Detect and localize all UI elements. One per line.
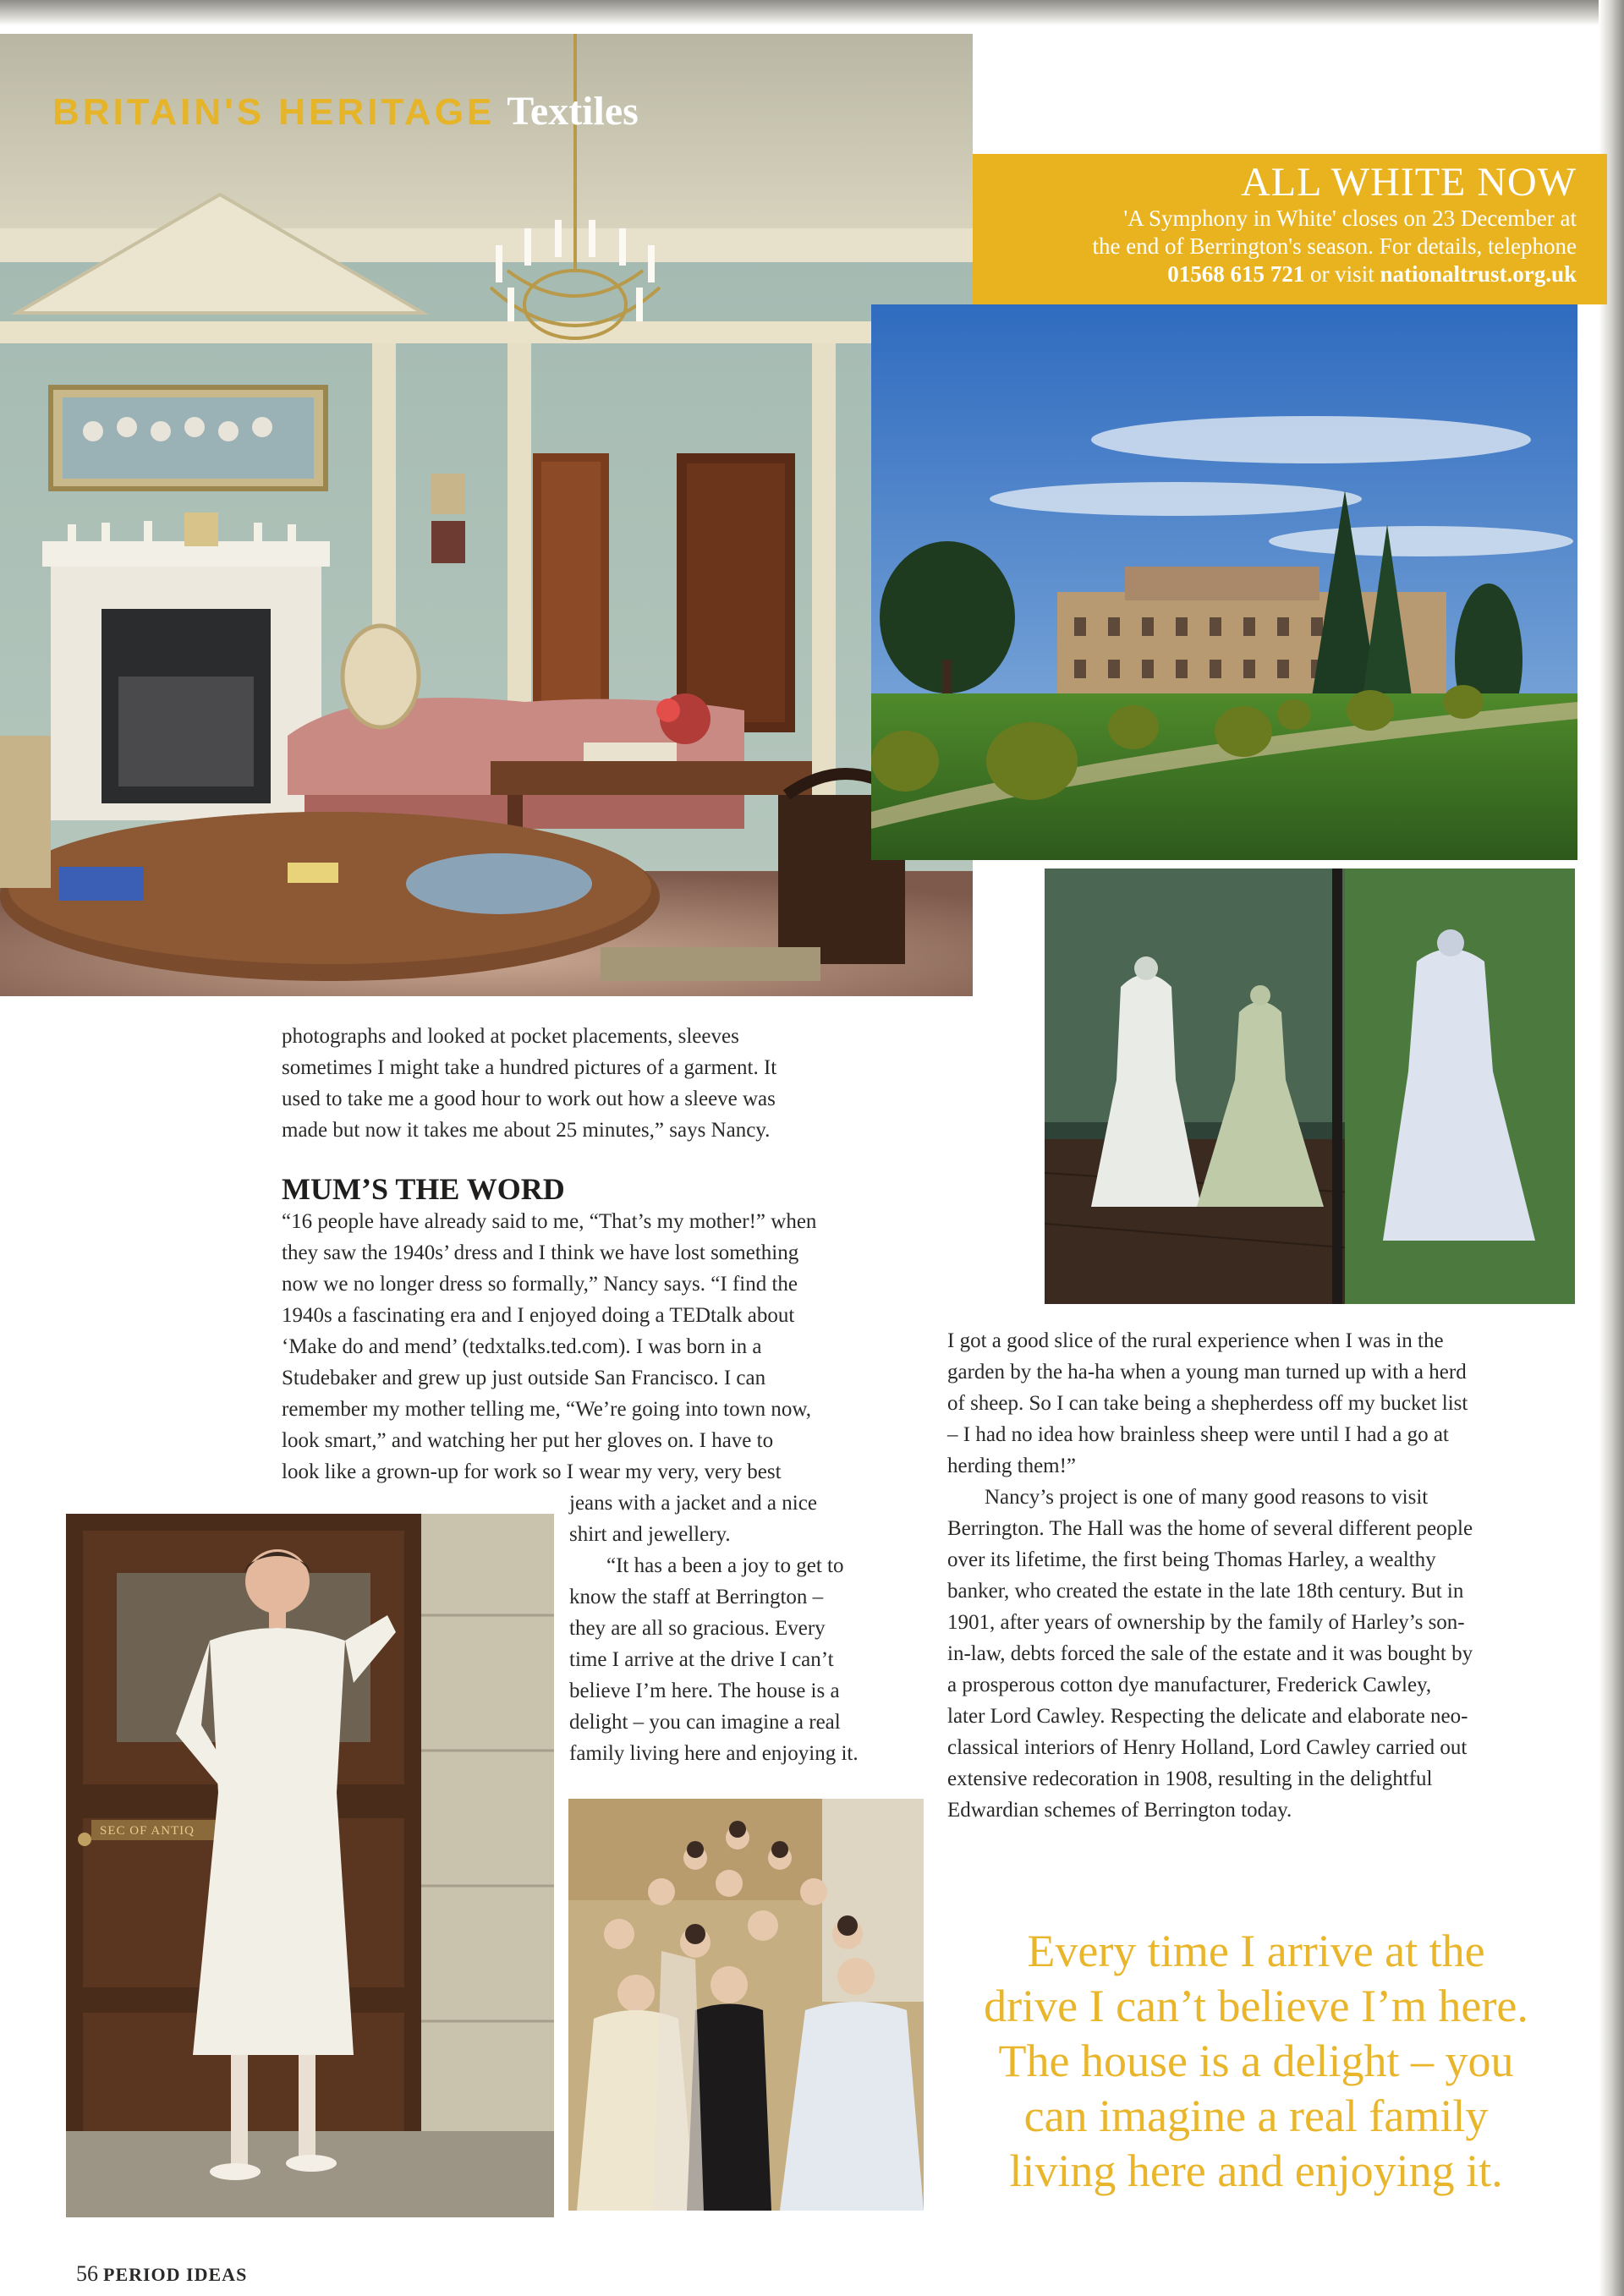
pull-quote-line: drive I can’t believe I’m here. xyxy=(984,1981,1528,2031)
nancy-illustration xyxy=(66,1514,554,2217)
body-line: time I arrive at the drive I can’t xyxy=(569,1648,834,1671)
body-line: 1901, after years of ownership by the family of Harley’s son- xyxy=(947,1611,1465,1634)
pull-quote-line: living here and enjoying it. xyxy=(1009,2145,1503,2196)
body-line: later Lord Cawley. Respecting the delicate and elaborate neo- xyxy=(947,1705,1468,1728)
page-top-edge xyxy=(0,0,1624,25)
info-box xyxy=(973,154,1607,304)
body-line: they are all so gracious. Every xyxy=(569,1617,826,1640)
body-line: herding them!” xyxy=(947,1455,1077,1477)
body-line: now we no longer dress so formally,” Nancy says. “I find the xyxy=(282,1273,798,1296)
subheading: MUM’S THE WORD xyxy=(282,1172,565,1206)
page-spine-shadow xyxy=(1599,0,1624,2296)
body-line: over its lifetime, the first being Thomas Harley, a wealthy xyxy=(947,1548,1436,1571)
photo-dress-mannequins xyxy=(1045,869,1575,1304)
info-box-title: ALL WHITE NOW xyxy=(1241,160,1577,205)
body-line: believe I’m here. The house is a xyxy=(569,1680,840,1702)
body-line: remember my mother telling me, “We’re going into town now, xyxy=(282,1398,812,1421)
body-line: a prosperous cotton dye manufacturer, Frederick Cawley, xyxy=(947,1674,1432,1696)
body-line: shirt and jewellery. xyxy=(569,1523,731,1546)
body-line: look like a grown-up for work so I wear my very, very best xyxy=(282,1460,782,1483)
body-line: made but now it takes me about 25 minutes,” says Nancy. xyxy=(282,1119,771,1142)
pull-quote-line: can imagine a real family xyxy=(1023,2091,1489,2141)
info-box-contact xyxy=(973,260,1577,288)
body-line: in-law, debts forced the sale of the estate and it was bought by xyxy=(947,1642,1473,1665)
info-website-link[interactable]: nationaltrust.org.uk xyxy=(1380,261,1577,287)
pull-quote xyxy=(947,1924,1565,2199)
info-box-line: the end of Berrington's season. For details, telephone xyxy=(1092,233,1577,259)
body-line: used to take me a good hour to work out how a sleeve was xyxy=(282,1088,776,1110)
body-line: 1940s a fascinating era and I enjoyed doing a TEDtalk about xyxy=(282,1304,795,1327)
dresses-illustration xyxy=(1045,869,1575,1304)
pull-quote-line: The house is a delight – you xyxy=(998,2036,1514,2086)
body-line: of sheep. So I can take being a shepherdess off my bucket list xyxy=(947,1392,1468,1415)
body-line: banker, who created the estate in the late 18th century. But in xyxy=(947,1580,1464,1603)
body-line: extensive redecoration in 1908, resulting in the delightful xyxy=(947,1767,1433,1790)
magazine-brand: PERIOD IDEAS xyxy=(103,2264,248,2285)
pull-quote-line: Every time I arrive at the xyxy=(1027,1926,1485,1976)
body-line: sometimes I might take a hundred pictures of a garment. It xyxy=(282,1056,777,1079)
article-section-1 xyxy=(282,1206,924,1488)
photo-nancy-1940s-dress xyxy=(66,1514,554,2217)
body-line: they saw the 1940s’ dress and I think we have lost something xyxy=(282,1241,799,1264)
page-number: 56 xyxy=(76,2261,98,2286)
drawing-room-illustration xyxy=(0,34,973,996)
photo-drawing-room xyxy=(0,34,973,996)
group-illustration xyxy=(568,1799,924,2211)
body-line: garden by the ha-ha when a young man turned up with a herd xyxy=(947,1361,1467,1384)
info-box-line: 'A Symphony in White' closes on 23 December at xyxy=(1123,205,1577,231)
info-phone: 01568 615 721 xyxy=(1167,261,1305,287)
body-line: “16 people have already said to me, “That’s my mother!” when xyxy=(282,1210,817,1233)
body-line: Berrington. The Hall was the home of several different people xyxy=(947,1517,1473,1540)
article-narrow-column xyxy=(569,1488,924,1769)
page-footer xyxy=(76,2261,247,2287)
body-line: family living here and enjoying it. xyxy=(569,1742,859,1765)
body-line: – I had no idea how brainless sheep were until I had a go at xyxy=(947,1423,1449,1446)
body-line: classical interiors of Henry Holland, Lord Cawley carried out xyxy=(947,1736,1468,1759)
body-line: ‘Make do and mend’ (tedxtalks.ted.com). I was born in a xyxy=(282,1335,762,1358)
body-line: I got a good slice of the rural experience when I was in the xyxy=(947,1329,1444,1352)
hall-exterior-illustration xyxy=(871,304,1577,860)
body-line: “It has a been a joy to get to xyxy=(606,1554,844,1577)
body-line: know the staff at Berrington – xyxy=(569,1586,824,1608)
body-line: Nancy’s project is one of many good reasons to visit xyxy=(985,1486,1429,1509)
body-line: look smart,” and watching her put her gloves on. I have to xyxy=(282,1429,774,1452)
body-line: photographs and looked at pocket placements, sleeves xyxy=(282,1025,739,1048)
article-right-column xyxy=(947,1325,1577,1826)
photo-berrington-hall xyxy=(871,304,1577,860)
body-line: jeans with a jacket and a nice xyxy=(569,1492,817,1515)
door-plaque: SEC OF ANTIQ xyxy=(100,1824,195,1838)
body-line: Edwardian schemes of Berrington today. xyxy=(947,1799,1292,1822)
section-header xyxy=(52,88,639,134)
article-intro xyxy=(282,1021,924,1146)
section-label: BRITAIN'S HERITAGE xyxy=(52,91,496,133)
photo-group-costumes xyxy=(568,1799,924,2211)
section-topic: Textiles xyxy=(507,89,639,134)
body-line: delight – you can imagine a real xyxy=(569,1711,841,1734)
body-line: Studebaker and grew up just outside San Francisco. I can xyxy=(282,1367,766,1389)
info-connector: or visit xyxy=(1309,261,1374,287)
